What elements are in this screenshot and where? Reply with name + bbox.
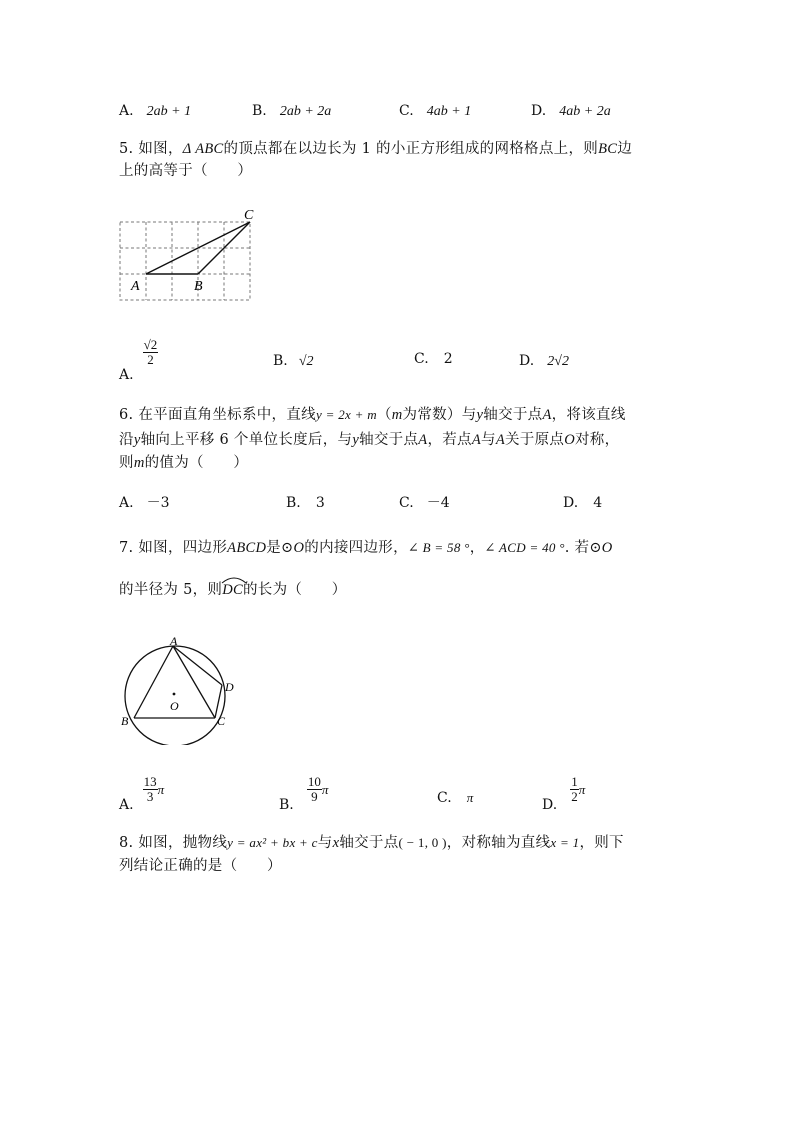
q6-option-b[interactable] bbox=[286, 492, 325, 511]
text: 轴交于点 bbox=[339, 835, 399, 851]
quad-abcd: ABCD bbox=[227, 540, 267, 556]
point-coordinates: ( − 1, 0 ) bbox=[398, 835, 447, 850]
q7-circle-figure bbox=[112, 630, 247, 745]
circle-o: ⊙O bbox=[589, 540, 613, 556]
numerator: 1 bbox=[571, 774, 578, 789]
text: 的长为（ ） bbox=[242, 582, 347, 598]
option-letter: C. bbox=[399, 495, 414, 511]
text: 7. 如图，四边形 bbox=[119, 540, 228, 556]
arc-dc bbox=[222, 580, 243, 600]
text: 6. 在平面直角坐标系中，直线 bbox=[119, 407, 316, 423]
vertex-label-a: A bbox=[131, 279, 140, 294]
var-m: m bbox=[133, 455, 145, 471]
q5-option-b[interactable] bbox=[273, 350, 314, 370]
origin-o: O bbox=[564, 432, 575, 448]
q4-option-c[interactable] bbox=[399, 100, 471, 120]
vertex-label-a: A bbox=[170, 634, 178, 648]
parabola-equation: y = ax² + bx + c bbox=[227, 835, 318, 850]
pi-symbol: π bbox=[321, 782, 329, 797]
vertex-label-b: B bbox=[194, 279, 203, 294]
q5-stem-line2: 上的高等于（ ） bbox=[119, 163, 253, 179]
option-letter: C. bbox=[414, 351, 429, 367]
option-letter: B. bbox=[279, 797, 294, 813]
option-letter: A. bbox=[119, 367, 134, 383]
option-value: 2 bbox=[443, 351, 453, 367]
option-letter: A. bbox=[119, 103, 134, 119]
text: ，对称轴为直线 bbox=[446, 835, 551, 851]
option-letter: A. bbox=[119, 797, 134, 813]
option-letter: C. bbox=[399, 103, 414, 119]
numerator: 13 bbox=[143, 774, 157, 789]
text: 关于原点 bbox=[505, 432, 565, 448]
vertex-label-d: D bbox=[225, 680, 234, 694]
text: 与 bbox=[317, 835, 333, 851]
q7-stem-line1 bbox=[119, 538, 613, 558]
segment-bc: BC bbox=[598, 141, 618, 157]
text: 是 bbox=[266, 540, 282, 556]
q5-stem-line1 bbox=[119, 139, 632, 159]
option-letter: D. bbox=[519, 353, 535, 369]
option-value: 3 bbox=[315, 495, 325, 511]
q7-option-d[interactable] bbox=[542, 774, 586, 813]
q8-stem-line1 bbox=[119, 833, 624, 853]
var-x: x bbox=[332, 835, 340, 851]
var-y: y bbox=[476, 407, 484, 423]
vertex-label-b: B bbox=[121, 714, 129, 728]
option-value: 2√2 bbox=[547, 354, 569, 369]
option-letter: B. bbox=[273, 353, 288, 369]
text: 边 bbox=[617, 141, 633, 157]
numerator: 10 bbox=[307, 774, 321, 789]
var-y: y bbox=[352, 432, 360, 448]
q5-option-a[interactable] bbox=[119, 337, 158, 383]
vertex-label-c: C bbox=[244, 208, 254, 223]
line-equation: y = 2x + m bbox=[315, 407, 377, 422]
text: ， bbox=[469, 540, 485, 556]
var-y: y bbox=[133, 432, 141, 448]
q6-stem-line1 bbox=[119, 405, 626, 425]
text: （ bbox=[376, 407, 392, 423]
option-letter: D. bbox=[542, 797, 558, 813]
option-value: 4ab + 2a bbox=[559, 104, 611, 119]
q7-option-b[interactable] bbox=[279, 774, 329, 813]
center-point bbox=[173, 693, 176, 696]
option-letter: B. bbox=[286, 495, 301, 511]
fraction bbox=[570, 775, 579, 804]
text: ，则下 bbox=[579, 835, 624, 851]
numerator: √2 bbox=[143, 337, 158, 352]
denominator: 2 bbox=[147, 352, 154, 367]
text: 轴交于点 bbox=[483, 407, 543, 423]
arc-symbol bbox=[221, 576, 247, 584]
text: 与 bbox=[481, 432, 496, 448]
text: 轴交于点 bbox=[359, 432, 419, 448]
q5-grid-figure bbox=[110, 200, 270, 305]
arc-label: DC bbox=[222, 582, 243, 598]
option-value: 2ab + 2a bbox=[279, 104, 332, 119]
point-a: A bbox=[418, 432, 428, 448]
text: 5. 如图， bbox=[119, 141, 183, 157]
denominator: 3 bbox=[146, 789, 154, 804]
q7-stem-line2 bbox=[119, 580, 347, 600]
denominator: 9 bbox=[311, 789, 318, 804]
q4-option-a[interactable] bbox=[119, 100, 191, 120]
pi-symbol: π bbox=[466, 790, 474, 805]
option-value: 4ab + 1 bbox=[426, 104, 472, 119]
text: 为常数）与 bbox=[402, 407, 477, 423]
q6-stem-line2 bbox=[119, 430, 619, 450]
q4-option-d[interactable] bbox=[531, 100, 611, 120]
text: 的内接四边形， bbox=[304, 540, 408, 556]
triangle-symbol: Δ ABC bbox=[182, 141, 224, 157]
vertex-label-c: C bbox=[217, 714, 226, 728]
text: 的顶点都在以边长为 1 的小正方形组成的网格格点上，则 bbox=[223, 141, 599, 157]
text: . 若 bbox=[564, 540, 590, 556]
option-letter: D. bbox=[563, 495, 579, 511]
circle-o-shape bbox=[125, 646, 225, 745]
text: 轴向上平移 6 个单位长度后，与 bbox=[140, 432, 353, 448]
fraction bbox=[143, 338, 159, 367]
q5-option-c[interactable] bbox=[414, 348, 453, 367]
var-m: m bbox=[391, 407, 403, 423]
text: 的半径为 5，则 bbox=[119, 582, 223, 598]
pi-symbol: π bbox=[157, 782, 165, 797]
q5-option-d[interactable] bbox=[519, 350, 569, 370]
text: ，若点 bbox=[427, 432, 472, 448]
fraction bbox=[307, 775, 322, 804]
point-a: A bbox=[471, 432, 482, 448]
angle-acd: ∠ ACD = 40 ° bbox=[484, 540, 565, 555]
fraction bbox=[143, 775, 158, 804]
option-value: －3 bbox=[146, 495, 170, 511]
option-value: 4 bbox=[593, 495, 603, 511]
text: ，将该直线 bbox=[551, 407, 626, 423]
option-letter: C. bbox=[437, 790, 452, 806]
text: 8. 如图，抛物线 bbox=[119, 835, 228, 851]
q6-option-a[interactable] bbox=[119, 492, 170, 512]
axis-equation: x = 1 bbox=[550, 835, 580, 850]
center-label-o: O bbox=[170, 699, 179, 713]
q7-option-c[interactable] bbox=[437, 787, 473, 806]
q6-option-c[interactable] bbox=[399, 492, 450, 512]
q4-option-b[interactable] bbox=[252, 100, 331, 120]
angle-b: ∠ B = 58 ° bbox=[407, 540, 470, 555]
option-value: 2ab + 1 bbox=[146, 104, 192, 119]
q8-stem-line2: 列结论正确的是（ ） bbox=[119, 858, 282, 874]
q6-option-d[interactable] bbox=[563, 492, 602, 511]
option-letter: B. bbox=[252, 103, 267, 119]
text: 则 bbox=[119, 455, 134, 471]
denominator: 2 bbox=[571, 789, 578, 804]
text: 沿 bbox=[119, 432, 134, 448]
option-value: √2 bbox=[298, 354, 314, 369]
q7-option-a[interactable] bbox=[119, 774, 165, 813]
option-value: －4 bbox=[426, 495, 450, 511]
pi-symbol: π bbox=[578, 782, 586, 797]
point-a: A bbox=[542, 407, 552, 423]
q6-stem-line3 bbox=[119, 453, 248, 473]
option-letter: A. bbox=[119, 495, 134, 511]
circle-o: ⊙O bbox=[281, 540, 305, 556]
text: 对称， bbox=[574, 432, 620, 448]
point-a: A bbox=[495, 432, 505, 448]
text: 的值为（ ） bbox=[144, 455, 249, 471]
option-letter: D. bbox=[531, 103, 547, 119]
